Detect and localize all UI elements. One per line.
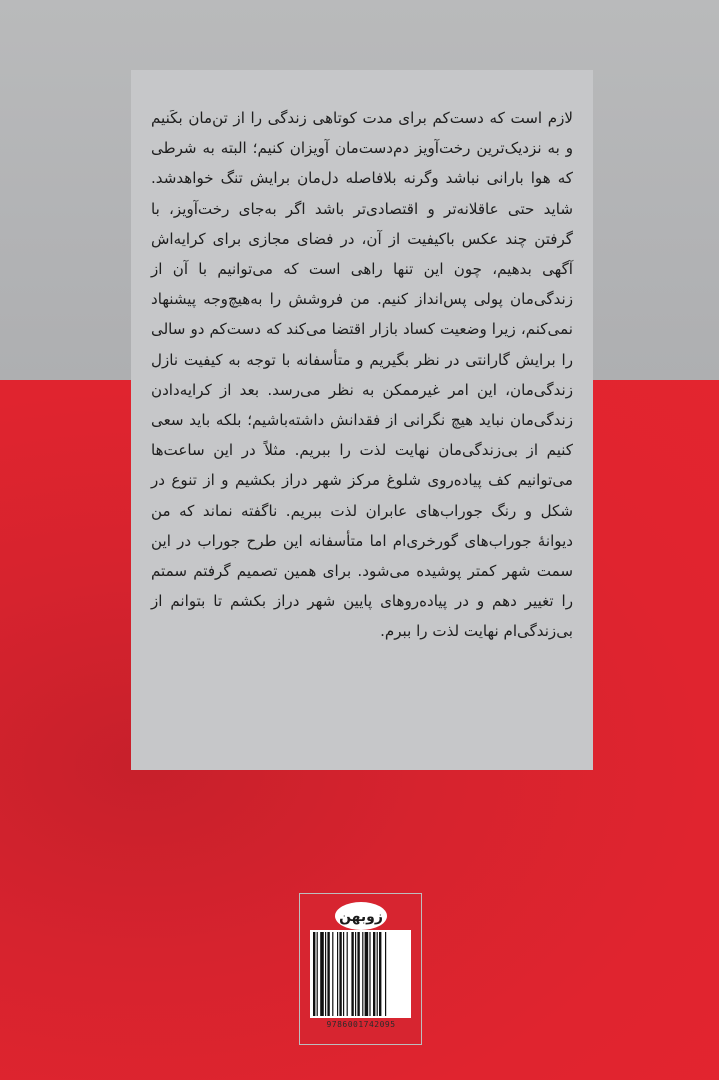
publisher-logo bbox=[333, 900, 389, 932]
barcode-bar bbox=[320, 932, 324, 1016]
barcode-bar bbox=[351, 932, 353, 1016]
barcode-bar bbox=[347, 932, 348, 1016]
barcode-bar bbox=[337, 932, 338, 1016]
publisher-logo-text: زوبهن bbox=[339, 909, 383, 925]
barcode-bar bbox=[327, 932, 329, 1016]
publisher-barcode-box bbox=[299, 893, 422, 1045]
barcode-bar bbox=[373, 932, 375, 1016]
barcode-bar bbox=[332, 932, 333, 1016]
barcode-bar bbox=[379, 932, 381, 1016]
blurb-text: لازم است که دست‌کم برای مدت کوتاهی زندگی را از تن‌مان بکَنیم و به نزدیک‌ترین رخت‌آویز دم‌دست‌مان آویزان کنیم؛ البته به شرطی که هوا بارانی نباشد وگرنه بلافاصله دل‌مان برایش تنگ خواهدشد. شاید حتی عاقلانه‌تر و اقتصادی‌تر باشد اگر به‌جای رخت‌آویز، با گرفتن چند عکس باکیفیت از آن، در فضای مجازی برای کرایه‌اش آگهی بدهیم، چون این تنها راهی است که می‌توانیم با آن از زندگی‌مان پولی پس‌انداز کنیم. من فروشش را به‌هیچ‌وجه پیشنهاد نمی‌کنم، زیرا وضعیت کساد بازار اقتضا می‌کند که دست‌کم دو سالی را برایش گارانتی در نظر بگیریم و متأسفانه با توجه به کیفیت نازل زندگی‌مان، این امر غیرممکن به نظر می‌رسد. بعد از کرایه‌دادن زندگی‌مان نباید هیچ نگرانی از فقدانش داشته‌باشیم؛ بلکه باید سعی کنیم از بی‌زندگی‌مان نهایت لذت را ببریم. مثلاً در این ساعت‌ها می‌توانیم کف پیاده‌روی شلوغ مرکز شهر دراز بکشیم و از تنوع در شکل و رنگ جوراب‌های عابران لذت ببریم. ناگفته نماند که من دیوانهٔ جوراب‌های گورخری‌ام اما متأسفانه این طرح جوراب در این سمت شهر کمتر پوشیده می‌شود. برای همین تصمیم گرفتم سمتم را تغییر دهم و در پیاده‌روهای پایین شهر دراز بکشم تا بتوانم از بی‌زندگی‌ام نهایت لذت را ببرم. bbox=[151, 109, 573, 641]
barcode-bar bbox=[313, 932, 315, 1016]
barcode-bar bbox=[343, 932, 344, 1016]
barcode-bar bbox=[365, 932, 369, 1016]
barcode-bar bbox=[362, 932, 363, 1016]
barcode-bar bbox=[357, 932, 359, 1016]
barcode-bar bbox=[325, 932, 326, 1016]
isbn-number: 9786001742095 bbox=[326, 1020, 396, 1029]
blurb-panel bbox=[131, 70, 593, 770]
barcode-bar bbox=[377, 932, 378, 1016]
barcode-bar bbox=[339, 932, 341, 1016]
barcode-bar bbox=[369, 932, 370, 1016]
barcode bbox=[310, 930, 411, 1018]
barcode-bar bbox=[385, 932, 386, 1016]
barcode-bar bbox=[355, 932, 356, 1016]
barcode-bar bbox=[317, 932, 318, 1016]
